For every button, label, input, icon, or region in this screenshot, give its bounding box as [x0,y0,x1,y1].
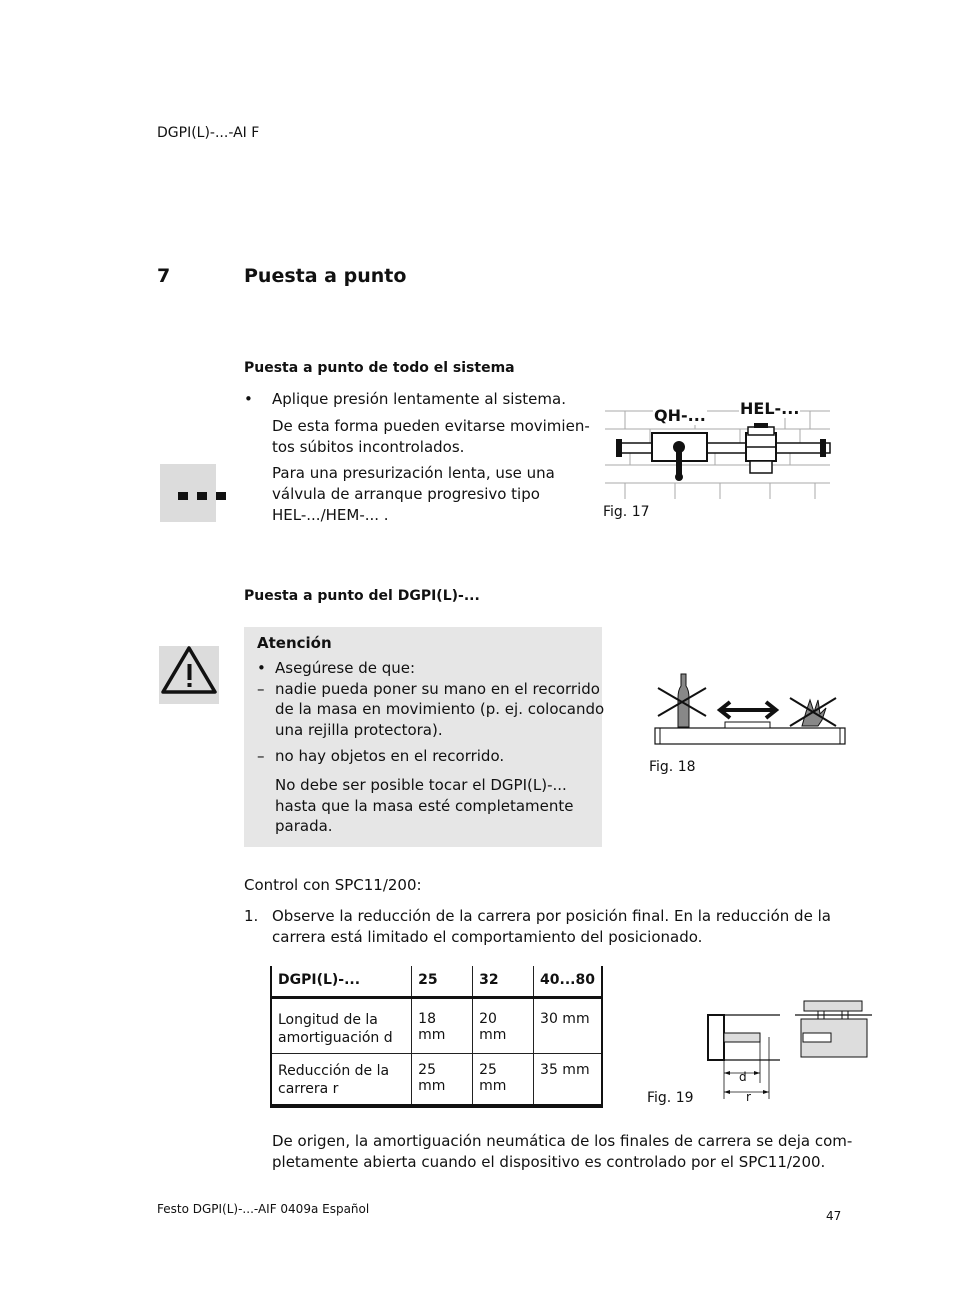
row-label-line: Reducción de la [278,1063,390,1079]
fig18-hazard-illustration [650,670,850,750]
table-cell [271,1054,412,1107]
paragraph-line: De esta forma pueden evitarse movimien- [272,417,590,435]
bullet: • [257,659,266,677]
fig19-cushioning-illustration [700,995,875,1107]
step-number: 1. [244,907,259,925]
paragraph-line: válvula de arranque progresivo tipo [272,485,540,503]
step-text: Observe la reducción de la carrera por posición final. En la reducción de la [272,907,831,925]
warning-line: una rejilla protectora). [275,721,443,739]
table-cell: 18 mm [412,998,473,1054]
dash: – [257,747,265,765]
table-row [271,998,602,1054]
table-cell: 25 mm [473,1054,534,1107]
section-number: 7 [157,265,171,287]
table-cell: 20 mm [473,998,534,1054]
step-text: carrera está limitado el comportamiento del posicionado. [272,928,703,946]
running-header: DGPI(L)-...-AI F [157,125,260,141]
table-header-row [271,966,602,998]
table-cell: 30 mm [534,998,602,1054]
fig17-label-qh: QH-... [654,406,706,425]
table-header: 32 [473,966,534,998]
table-header: 25 [412,966,473,998]
footer-doc-id: Festo DGPI(L)-...-AIF 0409a Español [157,1202,370,1216]
control-intro: Control con SPC11/200: [244,876,422,894]
fig17-valve-illustration [600,393,840,503]
procedure-icon [160,464,216,522]
fig19-label-d: d [739,1070,747,1084]
dash: – [257,680,265,698]
closing-line: pletamente abierta cuando el dispositivo es controlado por el SPC11/200. [272,1153,826,1171]
warning-note: parada. [275,817,333,835]
fig18-caption: Fig. 18 [649,759,696,775]
table-cell: 35 mm [534,1054,602,1107]
bullet: • [244,390,253,408]
paragraph-line: tos súbitos incontrolados. [272,438,465,456]
table-cell [271,998,412,1054]
paragraph-line: Para una presurización lenta, use una [272,464,555,482]
warning-lead: Asegúrese de que: [275,659,416,677]
table-cell: 25 mm [412,1054,473,1107]
warning-line: de la masa en movimiento (p. ej. colocando [275,700,605,718]
fig17-label-hel: HEL-... [740,399,800,418]
warning-title: Atención [257,634,332,652]
subheading-system: Puesta a punto de todo el sistema [244,360,515,376]
warning-icon [159,646,219,704]
closing-line: De origen, la amortiguación neumática de los finales de carrera se deja com- [272,1132,853,1150]
page-number: 47 [826,1209,842,1223]
row-label-line: Longitud de la [278,1012,378,1028]
warning-note: No debe ser posible tocar el DGPI(L)-... [275,776,567,794]
subheading-dgpi: Puesta a punto del DGPI(L)-... [244,588,480,604]
warning-note: hasta que la masa esté completamente [275,797,574,815]
section-title: Puesta a punto [244,265,407,287]
table-header: DGPI(L)-... [271,966,412,998]
instruction-item: Aplique presión lentamente al sistema. [272,390,566,408]
warning-line: no hay objetos en el recorrido. [275,747,505,765]
spec-table [270,966,603,1108]
fig17-caption: Fig. 17 [603,504,650,520]
table-header: 40...80 [534,966,602,998]
fig19-caption: Fig. 19 [647,1090,694,1106]
paragraph-line: HEL-.../HEM-... . [272,506,389,524]
warning-line: nadie pueda poner su mano en el recorrido [275,680,600,698]
fig19-label-r: r [746,1090,751,1104]
table-row [271,1054,602,1107]
row-label-line: amortiguación d [278,1030,393,1046]
row-label-line: carrera r [278,1081,339,1097]
